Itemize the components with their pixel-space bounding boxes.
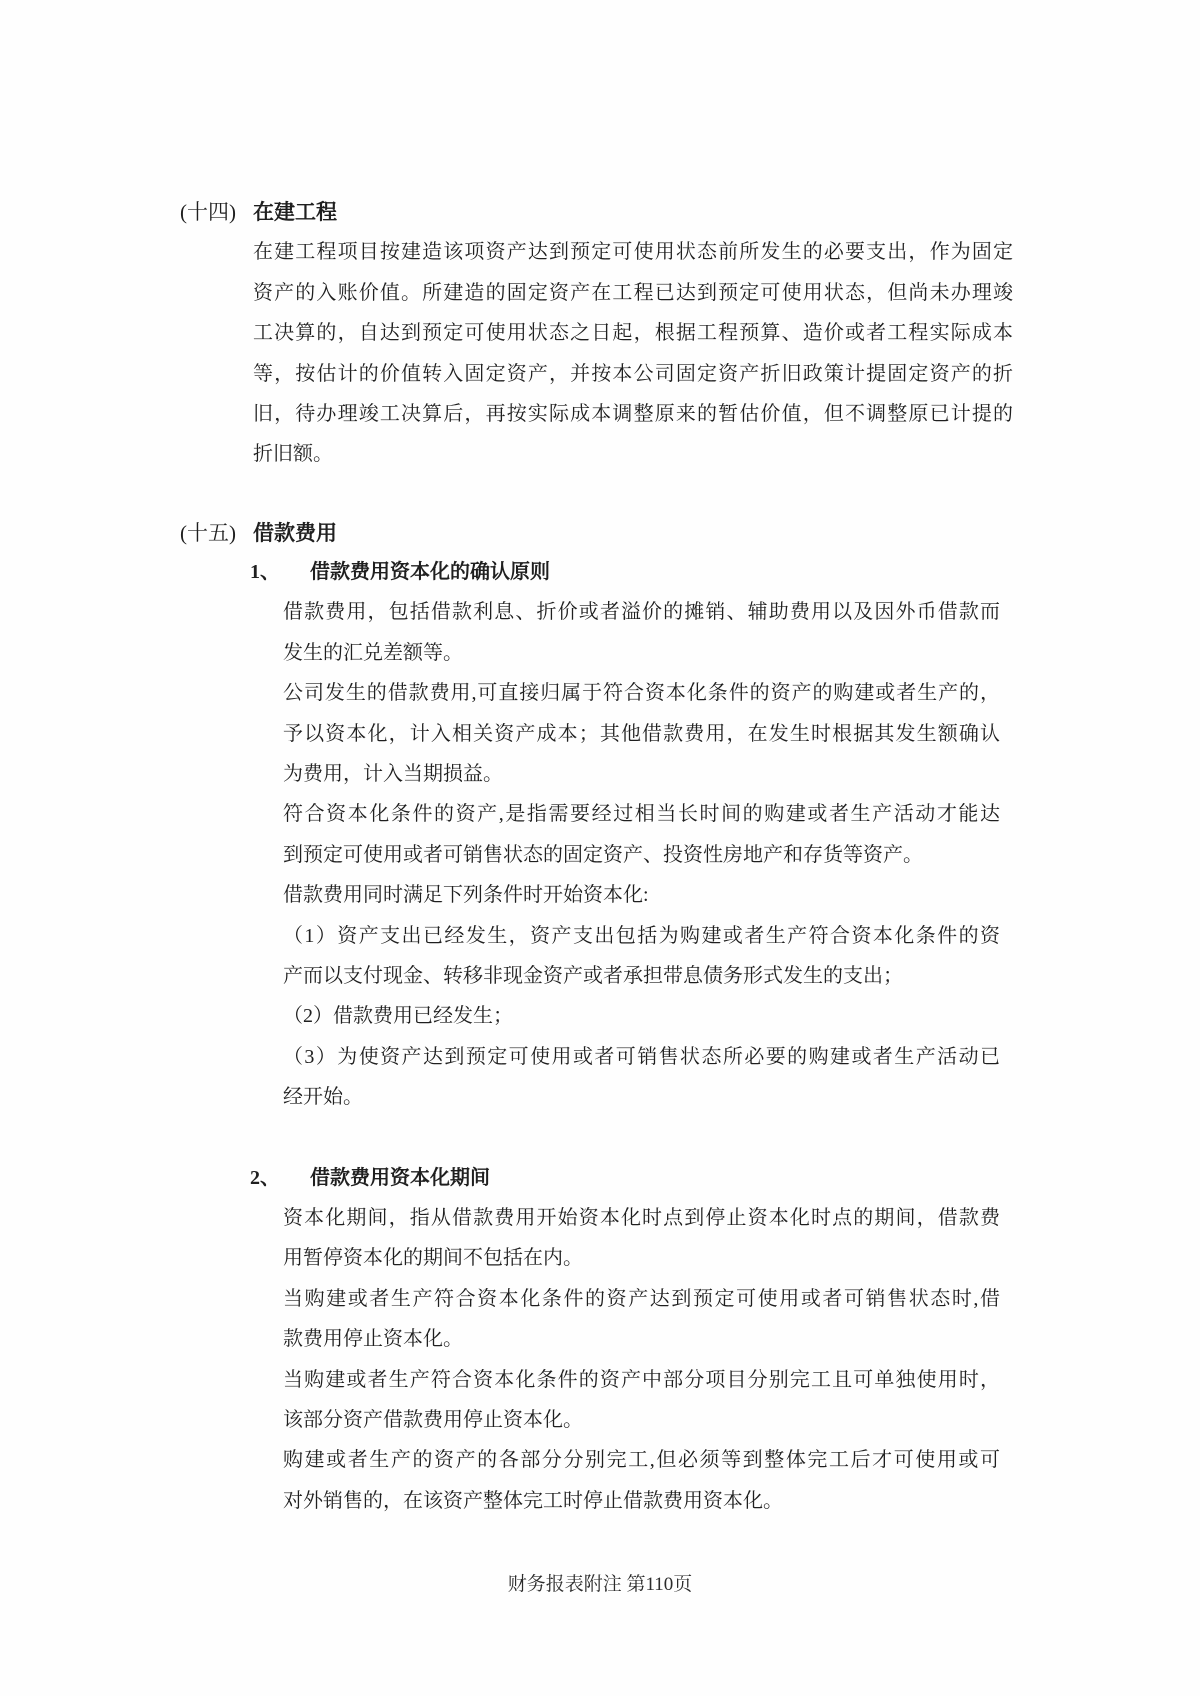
text-line: 款费用停止资本化。 bbox=[283, 1328, 463, 1351]
text-line: 借款费用，包括借款利息、折价或者溢价的摊销、辅助费用以及因外币借款而 bbox=[283, 601, 1000, 624]
section-title: 在建工程 bbox=[253, 200, 337, 224]
text-line: 购建或者生产的资产的各部分分别完工,但必须等到整体完工后才可使用或可 bbox=[283, 1449, 1000, 1472]
paragraph bbox=[283, 673, 1000, 794]
text-line: 经开始。 bbox=[283, 1086, 363, 1109]
paragraph bbox=[283, 1198, 1000, 1279]
section-heading-14 bbox=[0, 192, 1200, 232]
text-line: （3）为使资产达到预定可使用或者可销售状态所必要的购建或者生产活动已 bbox=[283, 1045, 1000, 1068]
paragraph-column bbox=[283, 592, 1000, 1117]
text-line: 符合资本化条件的资产,是指需要经过相当长时间的购建或者生产活动才能达 bbox=[283, 803, 1000, 826]
section-15-item-2 bbox=[0, 1158, 1200, 1522]
section-number: (十五) bbox=[180, 521, 236, 545]
item-title: 借款费用资本化的确认原则 bbox=[310, 561, 550, 583]
paragraph bbox=[283, 1440, 1000, 1521]
text-line: 公司发生的借款费用,可直接归属于符合资本化条件的资产的购建或者生产的， bbox=[283, 682, 1000, 705]
text-line: 当购建或者生产符合资本化条件的资产中部分项目分别完工且可单独使用时， bbox=[283, 1368, 1000, 1391]
text-line: 折旧额。 bbox=[253, 443, 333, 466]
paragraph bbox=[283, 794, 1000, 875]
section-15-item-1 bbox=[0, 552, 1200, 1118]
paragraph-column bbox=[283, 1198, 1000, 1521]
text-line: 在建工程项目按建造该项资产达到预定可使用状态前所发生的必要支出，作为固定 bbox=[253, 241, 1013, 264]
text-line: 对外销售的，在该资产整体完工时停止借款费用资本化。 bbox=[283, 1489, 783, 1512]
text-line: 等，按估计的价值转入固定资产，并按本公司固定资产折旧政策计提固定资产的折 bbox=[253, 362, 1013, 385]
item-heading bbox=[0, 552, 1200, 592]
paragraph bbox=[283, 875, 1000, 915]
paragraph-column bbox=[253, 232, 1013, 474]
paragraph bbox=[283, 1360, 1000, 1441]
item-number: 2、 bbox=[250, 1166, 280, 1189]
text-line: 为费用，计入当期损益。 bbox=[283, 763, 503, 786]
text-line: 到预定可使用或者可销售状态的固定资产、投资性房地产和存货等资产。 bbox=[283, 843, 923, 866]
text-line: 资本化期间，指从借款费用开始资本化时点到停止资本化时点的期间，借款费 bbox=[283, 1206, 1000, 1229]
paragraph bbox=[283, 916, 1000, 997]
section-title: 借款费用 bbox=[253, 521, 337, 545]
text-line: 当购建或者生产符合资本化条件的资产达到预定可使用或者可销售状态时,借 bbox=[283, 1287, 1000, 1310]
section-heading-15 bbox=[0, 513, 1200, 553]
paragraph bbox=[283, 1279, 1000, 1360]
text-line: （2）借款费用已经发生； bbox=[283, 1005, 513, 1028]
text-line: 资产的入账价值。所建造的固定资产在工程已达到预定可使用状态，但尚未办理竣 bbox=[253, 281, 1013, 304]
paragraph bbox=[283, 996, 1000, 1036]
text-line: 用暂停资本化的期间不包括在内。 bbox=[283, 1247, 583, 1270]
text-line: 予以资本化，计入相关资产成本；其他借款费用，在发生时根据其发生额确认 bbox=[283, 722, 1000, 745]
text-line: 旧，待办理竣工决算后，再按实际成本调整原来的暂估价值，但不调整原已计提的 bbox=[253, 403, 1013, 426]
text-line: （1）资产支出已经发生，资产支出包括为购建或者生产符合资本化条件的资 bbox=[283, 924, 1000, 947]
paragraph bbox=[283, 1037, 1000, 1118]
section-14-body bbox=[0, 232, 1200, 474]
text-line: 借款费用同时满足下列条件时开始资本化: bbox=[283, 884, 649, 907]
paragraph bbox=[283, 592, 1000, 673]
item-number: 1、 bbox=[250, 561, 280, 583]
item-heading bbox=[0, 1158, 1200, 1198]
page-footer: 财务报表附注 第110页 bbox=[507, 1574, 693, 1595]
item-title: 借款费用资本化期间 bbox=[310, 1166, 490, 1189]
section-number: (十四) bbox=[180, 200, 236, 224]
text-line: 产而以支付现金、转移非现金资产或者承担带息债务形式发生的支出； bbox=[283, 965, 903, 988]
text-line: 该部分资产借款费用停止资本化。 bbox=[283, 1409, 583, 1432]
paragraph bbox=[253, 232, 1013, 474]
text-line: 工决算的，自达到预定可使用状态之日起，根据工程预算、造价或者工程实际成本 bbox=[253, 322, 1013, 345]
text-line: 发生的汇兑差额等。 bbox=[283, 641, 463, 664]
